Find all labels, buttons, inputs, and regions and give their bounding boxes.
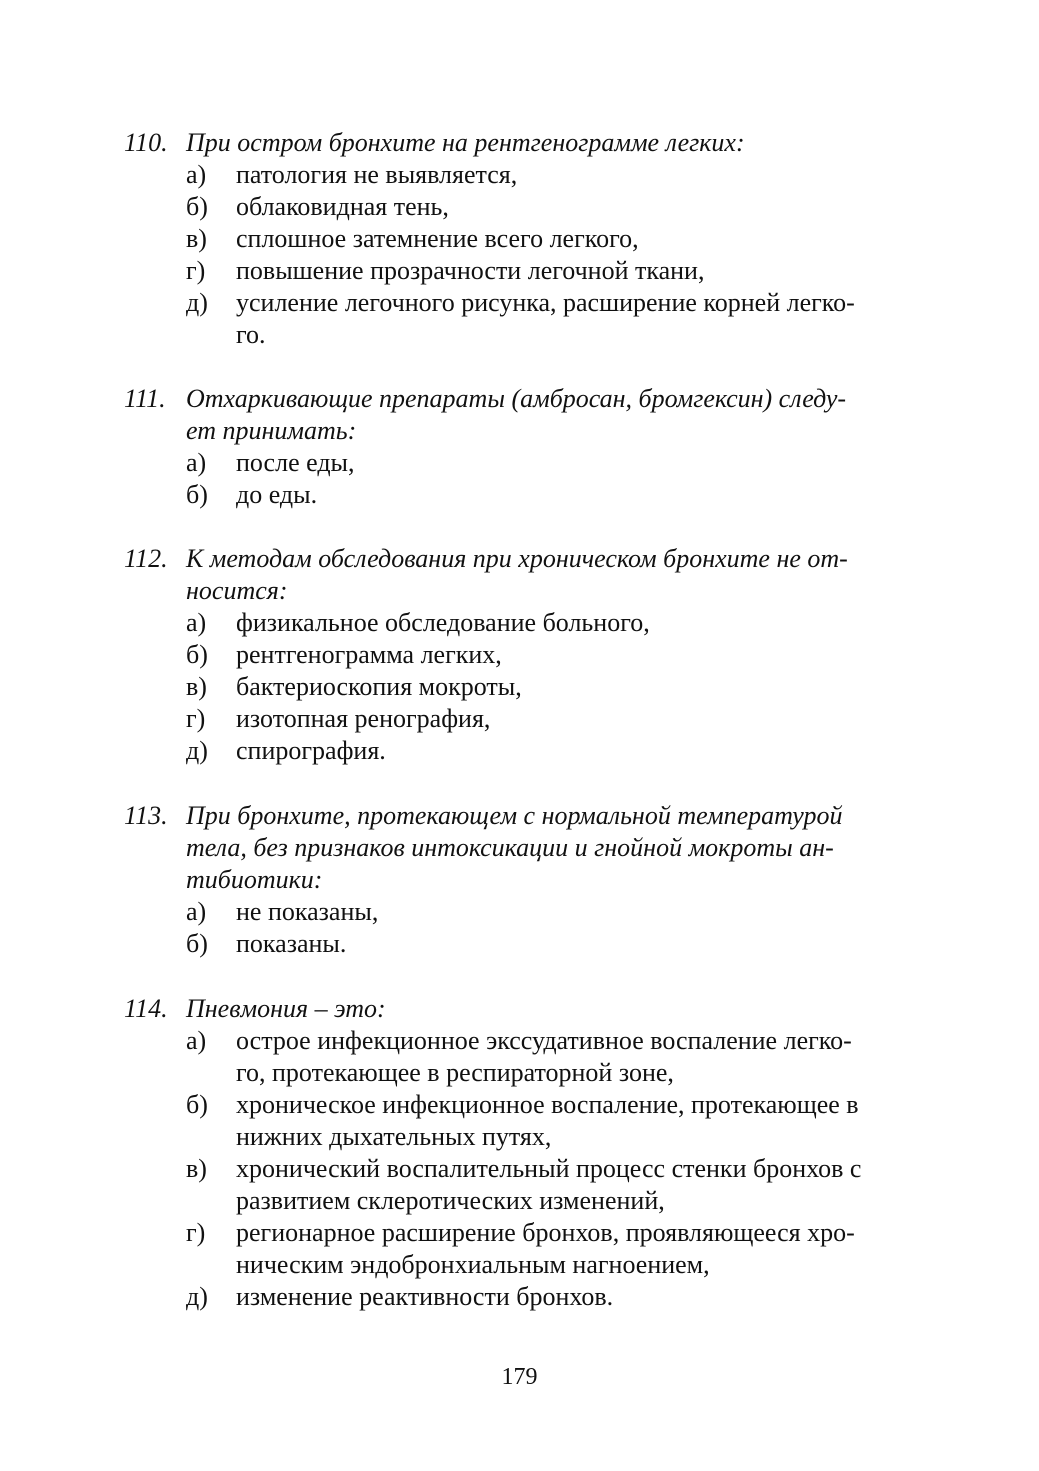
option-a: а) физикальное обследование больного, — [186, 608, 650, 637]
answer-options — [124, 607, 916, 767]
question-111 — [124, 383, 916, 511]
question-header — [124, 800, 916, 896]
option-g: г) повышение прозрачности легочной ткани, — [186, 256, 705, 285]
answer-options — [124, 447, 916, 511]
question-header — [124, 543, 916, 607]
option-g: г) регионарное расширение бронхов, проявляющееся хро- ническим эндобронхиальным нагноением, — [186, 1218, 855, 1279]
answer-options — [124, 1025, 916, 1313]
option-v: в) хронический воспалительный процесс стенки бронхов с развитием склеротических изменений, — [186, 1154, 862, 1215]
question-header — [124, 127, 916, 159]
question-header — [124, 383, 916, 447]
option-v: в) бактериоскопия мокроты, — [186, 672, 522, 701]
question-112 — [124, 543, 916, 767]
option-b: б) рентгенограмма легких, — [186, 640, 502, 669]
option-a: а) патология не выявляется, — [186, 160, 518, 189]
question-number: 113. — [124, 801, 168, 830]
option-d: д) усиление легочного рисунка, расширение корней легко- го. — [186, 288, 855, 349]
option-a: а) не показаны, — [186, 897, 379, 926]
option-a: а) острое инфекционное экссудативное воспаление легко- го, протекающее в респираторной зоне, — [186, 1026, 852, 1087]
option-d: д) спирография. — [186, 736, 386, 765]
question-number: 112. — [124, 544, 168, 573]
option-g: г) изотопная ренография, — [186, 704, 491, 733]
question-text: К методам обследования при хроническом бронхите не от- носится: — [186, 544, 848, 605]
question-number: 114. — [124, 994, 168, 1023]
question-text: Отхаркивающие препараты (амбросан, бромгексин) следу- ет принимать: — [186, 384, 847, 445]
question-text: При остром бронхите на рентгенограмме легких: — [186, 128, 745, 157]
question-text: При бронхите, протекающем с нормальной температурой тела, без признаков интоксикации и гнойной мокроты ан- тибиотики: — [186, 801, 843, 894]
question-number: 111. — [124, 384, 166, 413]
question-text: Пневмония – это: — [186, 994, 386, 1023]
question-113 — [124, 800, 916, 960]
answer-options — [124, 159, 916, 351]
option-d: д) изменение реактивности бронхов. — [186, 1282, 614, 1311]
question-114 — [124, 993, 916, 1313]
page-number: 179 — [501, 1364, 538, 1390]
question-110 — [124, 127, 916, 351]
question-number: 110. — [124, 128, 168, 157]
option-v: в) сплошное затемнение всего легкого, — [186, 224, 639, 253]
option-b: б) хроническое инфекционное воспаление, протекающее в нижних дыхательных путях, — [186, 1090, 859, 1151]
option-a: а) после еды, — [186, 448, 355, 477]
answer-options — [124, 896, 916, 960]
question-header — [124, 993, 916, 1025]
option-b: б) облаковидная тень, — [186, 192, 449, 221]
option-b: б) показаны. — [186, 929, 347, 958]
option-b: б) до еды. — [186, 480, 318, 509]
